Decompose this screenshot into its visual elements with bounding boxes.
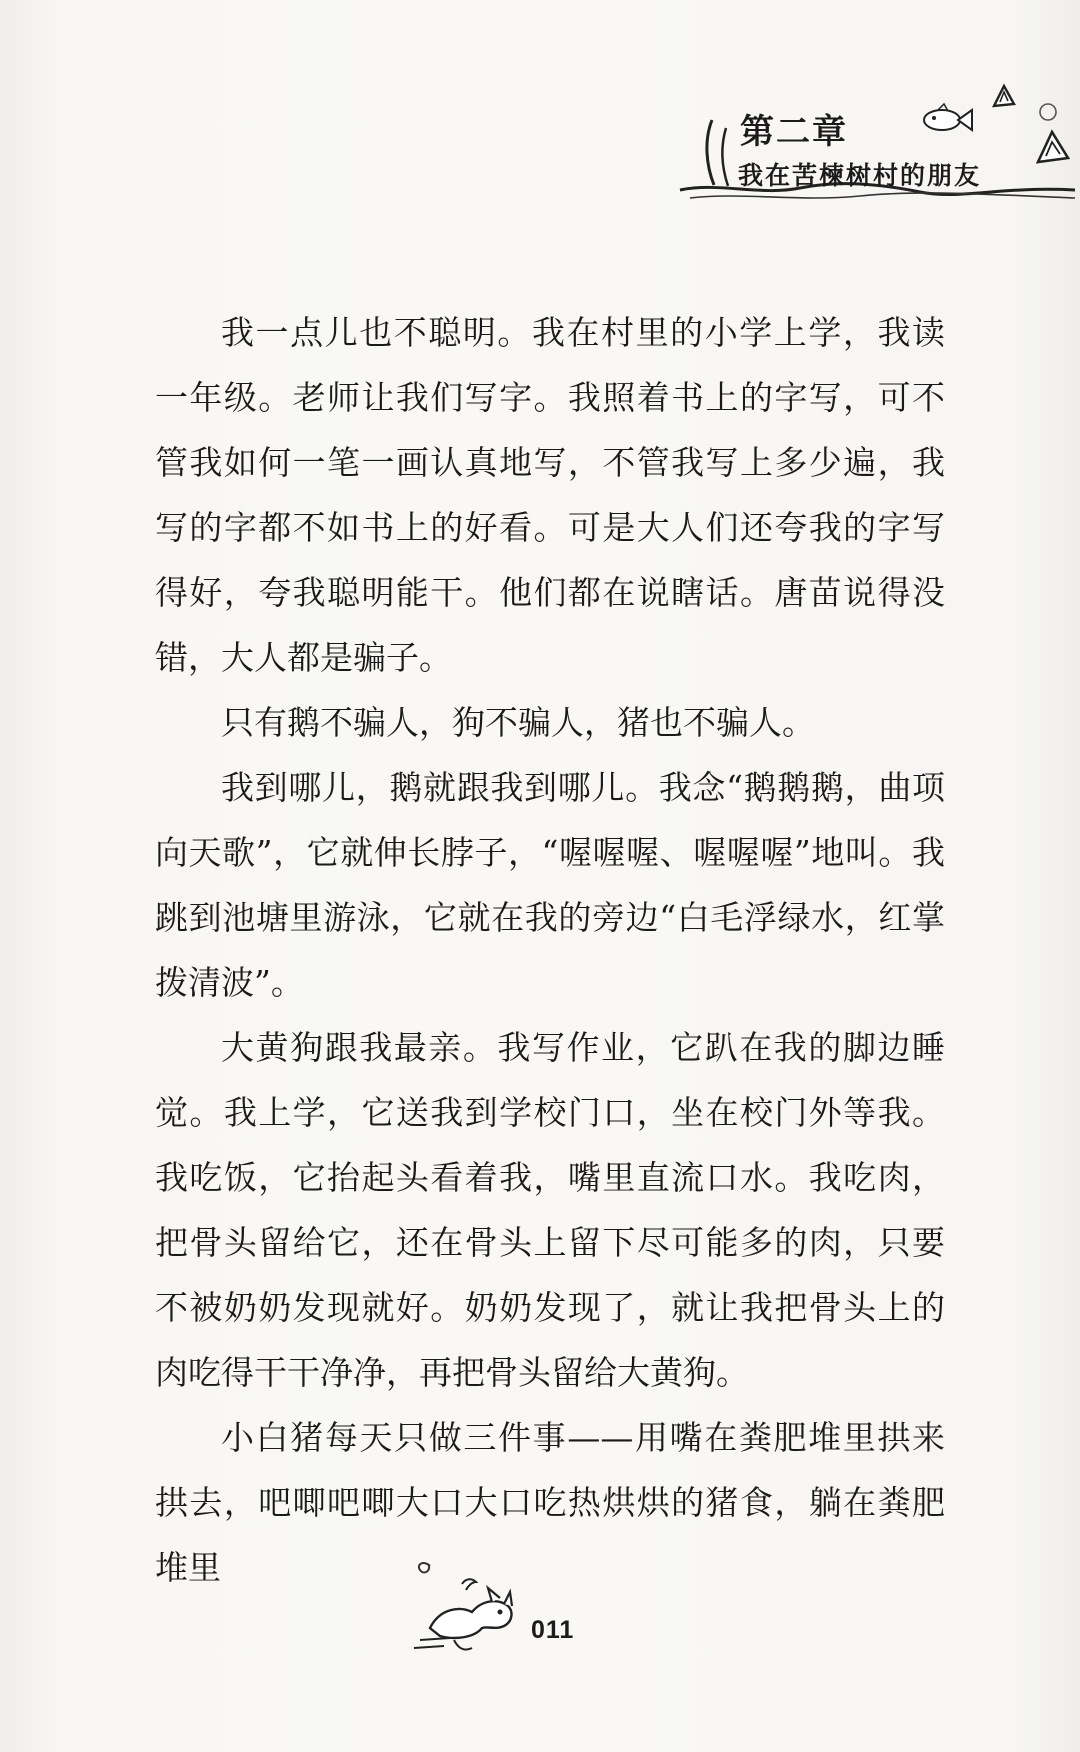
leaf-sprig-icon	[1038, 132, 1068, 162]
dog-illustration-icon	[410, 1548, 530, 1658]
fish-icon	[924, 104, 972, 130]
paragraph: 我到哪儿，鹅就跟我到哪儿。我念“鹅鹅鹅，曲项向天歌”，它就伸长脖子，“喔喔喔、喔喔喔”地叫。我跳到池塘里游泳，它就在我的旁边“白毛浮绿水，红掌拨清波”。	[155, 768, 945, 1002]
grass-stroke-icon	[722, 128, 728, 186]
chapter-title: 我在苦楝树村的朋友	[738, 161, 982, 190]
chapter-header	[0, 0, 1080, 210]
paragraph: 大黄狗跟我最亲。我写作业，它趴在我的脚边睡觉。我上学，它送我到学校门口，坐在校门外等我。我吃饭，它抬起头看着我，嘴里直流口水。我吃肉，把骨头留给它，还在骨头上留下尽可能多的肉，只要不被奶奶发现就好。奶奶发现了，就让我把骨头上的肉吃得干干净净，再把骨头留给大黄狗。	[155, 1028, 945, 1392]
body-text	[155, 300, 945, 1600]
paragraph: 小白猪每天只做三件事——用嘴在粪肥堆里拱来拱去，吧唧吧唧大口大口吃热烘烘的猪食，躺在粪肥堆里	[155, 1418, 945, 1587]
bubble-icon	[1040, 104, 1056, 120]
page-number: 011	[531, 1616, 575, 1644]
leaf-sprig-icon	[994, 86, 1014, 106]
paragraph: 我一点儿也不聪明。我在村里的小学上学，我读一年级。老师让我们写字。我照着书上的字写，可不管我如何一笔一画认真地写，不管我写上多少遍，我写的字都不如书上的好看。可是大人们还夸我的字写得好，夸我聪明能干。他们都在说瞎话。唐苗说得没错，大人都是骗子。	[155, 313, 945, 677]
chapter-number: 第二章	[740, 112, 848, 152]
wave-line-icon	[690, 193, 1075, 198]
grass-stroke-icon	[707, 120, 714, 185]
paragraph: 只有鹅不骗人，狗不骗人，猪也不骗人。	[221, 703, 815, 742]
